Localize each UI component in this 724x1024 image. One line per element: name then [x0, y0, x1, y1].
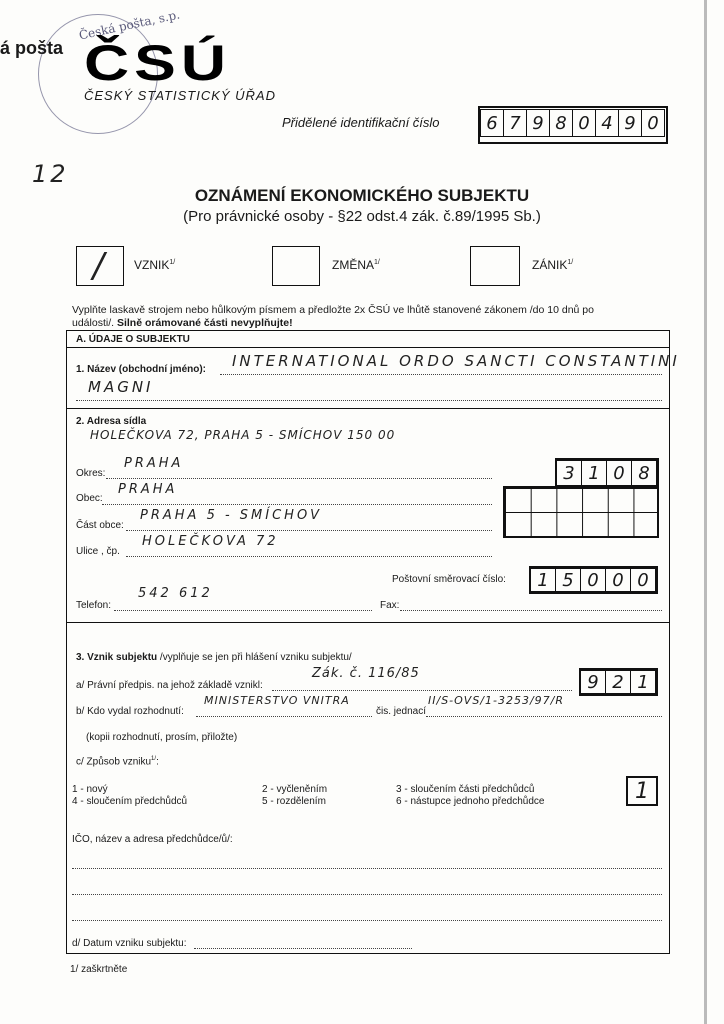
- scan-edge: [704, 0, 707, 1024]
- name-line-2[interactable]: [76, 378, 662, 401]
- option-2: 2 - vyčleněním: [262, 784, 328, 795]
- telefon-value: 542 612: [138, 586, 213, 601]
- stamp-ring-text: Česká pošta, s.p.: [77, 7, 182, 43]
- psc-box: [529, 566, 658, 594]
- divider: [66, 408, 670, 409]
- obec-value: PRAHA: [118, 482, 178, 497]
- pravni-predpis-code: [579, 668, 658, 696]
- form-title: OZNÁMENÍ EKONOMICKÉHO SUBJEKTU: [194, 186, 530, 205]
- jednaci-label: čis. jednací: [376, 706, 427, 717]
- footnote-ref: 1/: [151, 756, 157, 762]
- ico-predchudce-label: IČO, název a adresa předchůdce/ů/:: [72, 834, 233, 845]
- rozhodnuti-label: b/ Kdo vydal rozhodnutí:: [76, 706, 184, 717]
- vznik-checkbox[interactable]: [76, 246, 124, 286]
- name-value-2: MAGNI: [88, 378, 154, 396]
- predchudce-line-1[interactable]: [72, 852, 662, 869]
- zmena-text: ZMĚNA: [332, 258, 374, 272]
- zmena-label: [332, 258, 380, 272]
- predchudce-line-2[interactable]: [72, 878, 662, 895]
- stamp-left-text: á pošta: [0, 38, 64, 58]
- obec-code-grid: [503, 486, 659, 538]
- zanik-text: ZÁNIK: [532, 258, 568, 272]
- section-a-heading: A. ÚDAJE O SUBJEKTU: [76, 334, 190, 345]
- id-digit: 9: [526, 109, 550, 137]
- predpis-code-digit: 9: [580, 670, 606, 694]
- zpusob-vzniku-label: [76, 756, 159, 767]
- datum-vzniku-label: d/ Datum vzniku subjektu:: [72, 938, 187, 949]
- predpis-code-digit: 2: [605, 670, 631, 694]
- predpis-code-digit: 1: [630, 670, 656, 694]
- zanik-checkbox[interactable]: [470, 246, 520, 286]
- vznik-check-mark: /: [92, 246, 108, 286]
- psc-digit: 0: [605, 568, 631, 592]
- instructions-line2: [72, 317, 293, 329]
- ulice-label: Ulice , čp.: [76, 546, 120, 557]
- section-3-heading: [76, 652, 352, 663]
- zanik-label: [532, 258, 573, 272]
- address-value: HOLEČKOVA 72, PRAHA 5 - SMÍCHOV 150 00: [90, 428, 396, 442]
- ulice-value: HOLEČKOVA 72: [142, 534, 279, 549]
- psc-digit: 0: [580, 568, 606, 592]
- id-digit: 7: [503, 109, 527, 137]
- option-1: 1 - nový: [72, 784, 108, 795]
- option-3: 3 - sloučením části předchůdců: [396, 784, 535, 795]
- form-subtitle: (Pro právnické osoby - §22 odst.4 zák. č.89/1995 Sb.): [183, 208, 541, 225]
- zpusob-colon: :: [156, 756, 159, 768]
- zpusob-text: c/ Způsob vzniku: [76, 756, 152, 768]
- instructions-warning: Silně orámované části nevyplňujte!: [116, 317, 293, 329]
- fax-label: Fax:: [380, 600, 400, 611]
- okres-value: PRAHA: [124, 456, 184, 471]
- office-name: ČESKÝ STATISTICKÝ ÚŘAD: [84, 88, 276, 103]
- datum-vzniku-line[interactable]: [194, 932, 412, 949]
- vznik-label: [134, 258, 175, 272]
- okres-code-digit: 3: [556, 460, 582, 486]
- section-3-title: 3. Vznik subjektu: [76, 652, 160, 663]
- fax-line[interactable]: [400, 594, 662, 611]
- cast-obce-value: PRAHA 5 - SMÍCHOV: [140, 508, 323, 523]
- zpusob-vzniku-box[interactable]: 1: [626, 776, 658, 806]
- zmena-checkbox[interactable]: [272, 246, 320, 286]
- instructions-text: události/.: [72, 317, 117, 329]
- cast-obce-label: Část obce:: [76, 520, 124, 531]
- footnote-ref: 1/: [567, 259, 574, 266]
- vznik-text: VZNIK: [134, 258, 170, 272]
- instructions-line1: Vyplňte laskavě strojem nebo hůlkovým písmem a předložte 2x ČSÚ ve lhůtě stanovené zákonem /do 10 dnů po: [72, 304, 594, 316]
- footnote: 1/ zaškrtněte: [70, 964, 128, 975]
- pravni-predpis-label: a/ Právní předpis. na jehož základě vznikl:: [76, 680, 263, 691]
- footnote-ref: 1/: [169, 259, 176, 266]
- id-label: Přidělené identifikační číslo: [282, 115, 440, 130]
- psc-digit: 1: [530, 568, 556, 592]
- divider: [66, 622, 670, 623]
- id-digit: 6: [480, 109, 504, 137]
- id-digit: 4: [595, 109, 619, 137]
- okres-code-digit: 0: [606, 460, 632, 486]
- okres-code-digit: 1: [581, 460, 607, 486]
- name-value-1: INTERNATIONAL ORDO SANCTI CONSTANTINI: [232, 352, 680, 370]
- pravni-predpis-value: Zák. č. 116/85: [312, 666, 420, 681]
- option-6: 6 - nástupce jednoho předchůdce: [396, 796, 545, 807]
- name-label: 1. Název (obchodní jméno):: [76, 364, 207, 375]
- id-digit: 9: [618, 109, 642, 137]
- telefon-label: Telefon:: [76, 600, 112, 611]
- okres-label: Okres:: [76, 468, 106, 479]
- psc-label: Poštovní směrovací číslo:: [392, 574, 506, 585]
- section-3-note: /vyplňuje se jen při hlášení vzniku subjektu/: [159, 652, 352, 663]
- id-digit: 0: [641, 109, 665, 137]
- rozhodnuti-value: MINISTERSTVO VNITRA: [204, 694, 350, 707]
- psc-digit: 5: [555, 568, 581, 592]
- id-digit: 8: [549, 109, 573, 137]
- address-label: 2. Adresa sídla: [76, 416, 147, 427]
- margin-note: 12: [32, 160, 69, 188]
- jednaci-value: II/S-OVS/1-3253/97/R: [428, 694, 565, 707]
- option-4: 4 - sloučením předchůdců: [72, 796, 188, 807]
- id-number-box: [478, 106, 668, 144]
- footnote-ref: 1/: [374, 259, 380, 266]
- okres-code-digit: 8: [631, 460, 657, 486]
- okres-code-box: [555, 458, 659, 488]
- predchudce-line-3[interactable]: [72, 904, 662, 921]
- kopie-note: (kopii rozhodnutí, prosím, přiložte): [86, 732, 238, 743]
- obec-label: Obec:: [76, 493, 103, 504]
- psc-digit: 0: [630, 568, 656, 592]
- option-5: 5 - rozdělením: [262, 796, 326, 807]
- csu-logo: ČSÚ: [84, 35, 231, 91]
- id-digit: 0: [572, 109, 596, 137]
